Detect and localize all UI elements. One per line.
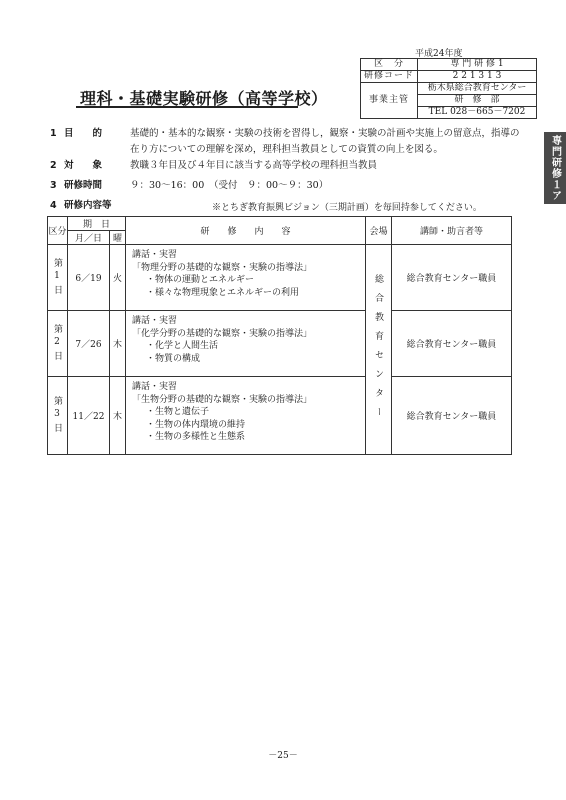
- session-item: ・物体の運動とエネルギー: [146, 275, 255, 285]
- lecturer-cell: 総合教育センター職員: [392, 377, 512, 455]
- header-kubun: 区分: [48, 217, 68, 245]
- table-row: [48, 245, 512, 311]
- info-value: 2 2 1 3 1 3: [418, 71, 537, 83]
- section-time-heading: [50, 178, 102, 194]
- session-type: 講話・実習: [132, 382, 178, 392]
- session-item: ・化学と人間生活: [146, 341, 219, 351]
- date-cell: 11／22: [68, 377, 110, 455]
- section-label: 研修内容等: [64, 200, 112, 211]
- header-yobi: 曜: [110, 231, 126, 245]
- time-text: ９：30～16：00 （受付 ９：00～９：30）: [130, 180, 329, 191]
- info-value: 栃木県総合教育センター: [418, 83, 537, 95]
- section-number: 4: [50, 200, 57, 211]
- session-theme: 「生物分野の基礎的な観察・実験の指導法」: [132, 394, 313, 405]
- section-number: 3: [50, 180, 57, 191]
- session-theme: 「化学分野の基礎的な観察・実験の指導法」: [132, 328, 313, 339]
- info-key: 区 分: [361, 59, 418, 71]
- session-item: ・物質の構成: [146, 353, 201, 364]
- section-number: 1: [50, 128, 57, 139]
- session-type: 講話・実習: [132, 316, 178, 326]
- lecturer-cell: 総合教育センター職員: [392, 245, 512, 311]
- section-label: 目 的: [64, 128, 103, 139]
- info-key: 事業主管: [361, 83, 418, 119]
- content-note: ※とちぎ教育振興ビジョン（三期計画）を毎回持参してください。: [212, 203, 482, 213]
- header-naiyo: 研 修 内 容: [126, 217, 366, 245]
- session-item: ・生物の体内環境の維持: [146, 419, 246, 430]
- info-value: 研 修 部: [418, 95, 537, 107]
- weekday-cell: 木: [110, 377, 126, 455]
- day-label: 第1日: [52, 257, 62, 298]
- section-label: 対 象: [64, 160, 103, 171]
- purpose-text: 基礎的・基本的な観察・実験の技術を習得し，観察・実験の計画や実施上の留意点，指導の在り方についての理解を深め，理科担当教員としての資質の向上を図る。: [130, 128, 520, 155]
- page-number: －25－: [268, 751, 298, 761]
- header-koshi: 講師・助言者等: [392, 217, 512, 245]
- section-number: 2: [50, 160, 57, 171]
- target-text: 教職３年目及び４年目に該当する高等学校の理科担当教員: [130, 160, 378, 171]
- section-purpose-heading: [50, 126, 102, 142]
- lecturer-cell: 総合教育センター職員: [392, 311, 512, 377]
- session-item: ・生物の多様性と生態系: [146, 432, 246, 442]
- venue-cell: 総合教育センター: [373, 273, 383, 426]
- info-key: 研修コード: [361, 71, 418, 83]
- day-label: 第3日: [52, 395, 62, 436]
- table-row: [48, 311, 512, 377]
- weekday-cell: 火: [110, 245, 126, 311]
- info-value: TEL 028－665－7202: [418, 107, 537, 119]
- session-item: ・様々な物理現象とエネルギーの利用: [146, 287, 300, 298]
- content-cell: [126, 377, 366, 455]
- content-cell: [126, 245, 366, 311]
- date-cell: 6／19: [68, 245, 110, 311]
- title-underline: [76, 106, 298, 108]
- date-cell: 7／26: [68, 311, 110, 377]
- header-kaijo: 会場: [366, 217, 392, 245]
- table-row: [48, 377, 512, 455]
- header-tsukibi: 月／日: [68, 231, 110, 245]
- content-cell: [126, 311, 366, 377]
- session-theme: 「物理分野の基礎的な観察・実験の指導法」: [132, 262, 313, 273]
- info-value: 専 門 研 修 1: [418, 59, 537, 71]
- section-content-heading: [50, 198, 112, 214]
- course-info-box: [360, 58, 537, 119]
- page-title: 理科・基礎実験研修（高等学校）: [80, 89, 328, 108]
- schedule-table: [47, 216, 512, 455]
- section-label: 研修時間: [64, 180, 103, 191]
- weekday-cell: 木: [110, 311, 126, 377]
- day-label: 第2日: [52, 323, 62, 364]
- session-item: ・生物と遺伝子: [146, 407, 210, 417]
- header-kijitsu: 期 日: [68, 217, 126, 231]
- side-tab: 専門研修１ア: [544, 132, 566, 204]
- section-target-heading: [50, 158, 102, 174]
- fiscal-year-label: 平成24年度: [415, 49, 463, 59]
- session-type: 講話・実習: [132, 250, 178, 260]
